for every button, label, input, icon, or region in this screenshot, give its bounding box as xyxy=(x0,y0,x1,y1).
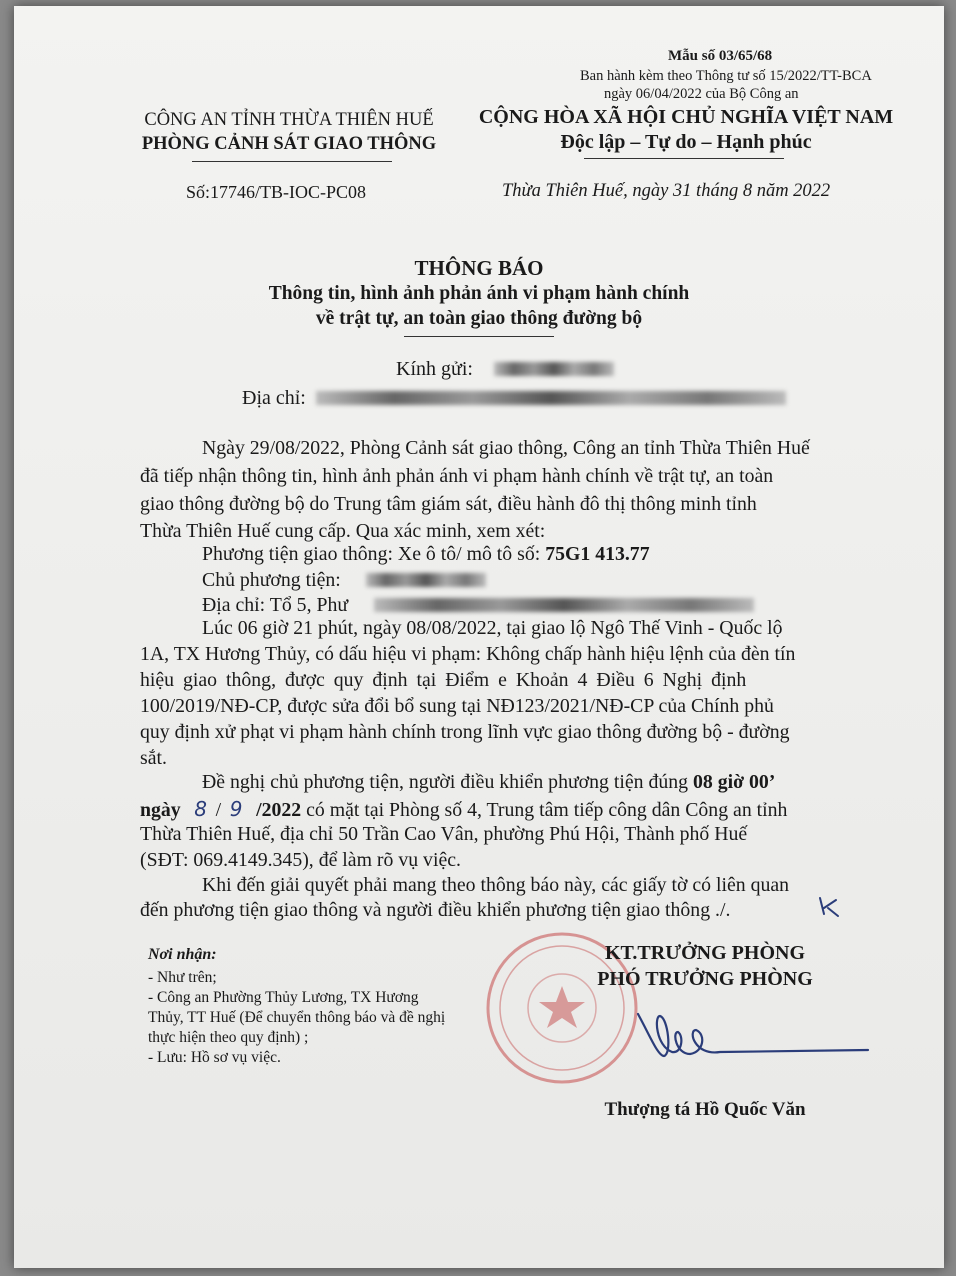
address-label: Địa chỉ: xyxy=(242,387,306,409)
form-issued-line-1: Ban hành kèm theo Thông tư số 15/2022/TT-BCA xyxy=(580,68,872,84)
signature-title-1: KT.TRƯỞNG PHÒNG xyxy=(605,942,805,964)
signer-name: Thượng tá Hồ Quốc Văn xyxy=(604,1099,806,1120)
recipient-item: Thủy, TT Huế (Để chuyển thông báo và đề nghị xyxy=(148,1009,446,1026)
request-year: /2022 xyxy=(256,799,302,821)
violation-line-2: 1A, TX Hương Thủy, có dấu hiệu vi phạm: Không chấp hành hiệu lệnh của đèn tín xyxy=(140,643,796,665)
handwritten-signature-icon xyxy=(610,996,880,1076)
handwritten-day: 8 xyxy=(194,797,207,821)
violation-line-3: hiệu giao thông, được quy định tại Điểm e Khoản 4 Điều 6 Nghị định xyxy=(140,669,747,691)
owner-address-label: Địa chỉ: Tổ 5, Phư xyxy=(202,594,349,616)
recipient-item: - Công an Phường Thủy Lương, TX Hương xyxy=(148,989,419,1006)
vehicle-plate: 75G1 413.77 xyxy=(545,543,650,565)
recipients-heading: Nơi nhận: xyxy=(148,946,217,963)
violation-line-4: 100/2019/NĐ-CP, được sửa đổi bổ sung tại NĐ123/2021/NĐ-CP của Chính phủ xyxy=(140,695,774,717)
vehicle-label: Phương tiện giao thông: Xe ô tô/ mô tô số: xyxy=(202,543,541,565)
document-page: Mẫu số 03/65/68 Ban hành kèm theo Thông tư số 15/2022/TT-BCA ngày 06/04/2022 của Bộ Công an CÔNG AN TỈNH THỪA THIÊN HUẾ PHÒNG CẢNH SÁT GIAO THÔNG CỘNG HÒA XÃ HỘI CHỦ NGHĨA VIỆT NAM Độc lập – Tự do – Hạnh phúc Số:17746/TB-IOC-PC08 Thừa Thiên Huế, ngày 31 tháng 8 năm 2022 THÔNG BÁO Thông tin, hình ảnh phản ánh vi phạm hành chính về trật tự, an toàn giao thông đường bộ Kính gửi: Địa chỉ: Ngày 29/08/2022, Phòng Cảnh sát giao thông, Công an tỉnh Thừa Thiên Huế đã tiếp nhận thông tin, hình ảnh phản ánh vi phạm hành chính về trật tự, an toàn giao thông đường bộ do Trung tâm giám sát, điều hành đô thị thông minh tỉnh Thừa Thiên Huế cung cấp. Qua xác minh, xem xét: Phương tiện giao thông: Xe ô tô/ mô tô số: 75G1 413.77 Chủ phương tiện: Địa chỉ: Tổ 5, Phư Lúc 06 giờ 21 phút, ngày 08/08/2022, tại giao lộ Ngô Thế Vinh - Quốc lộ 1A, TX Hương Thủy, có dấu hiệu vi phạm: Không chấp hành hiệu lệnh của đèn tín hiệu giao thông, được quy định tại Điểm e Khoản 4 Điều 6 Nghị định 100/2019/NĐ-CP, được sửa đổi bổ sung tại NĐ123/2021/NĐ-CP của Chính phủ quy định xử phạt vi phạm hành chính trong lĩnh vực giao thông đường bộ - đường sắt. Đề nghị chủ phương tiện, người điều khiển phương tiện đúng 08 giờ 00’ ngày 8 / 9 /2022 có mặt tại Phòng số 4, Trung tâm tiếp công dân Công an tỉnh Thừa Thiên Huế, địa chỉ 50 Trần Cao Vân, phường Phú Hội, Thành phố Huế (SĐT: 069.4149.345), để làm rõ vụ việc. Khi đến giải quyết phải mang theo thông báo này, các giấy tờ có liên quan đến phương tiện giao thông và người điều khiển phương tiện giao thông ./. Nơi nhận: - Như trên; - Công an Phường Thủy Lương, TX Hương Thủy, TT Huế (Để chuyển thông báo và đề nghị thực hiện theo quy định) ; - Lưu: Hồ sơ vụ việc. KT.TRƯỞNG PHÒNG PHÓ TRƯỞNG PHÒNG Thượng tá Hồ Quốc Văn xyxy=(14,6,944,1268)
motto-underline xyxy=(584,158,784,159)
form-number: Mẫu số 03/65/68 xyxy=(668,48,773,64)
warning-line-2: đến phương tiện giao thông và người điều khiển phương tiện giao thông ./. xyxy=(140,899,731,921)
kinh-gui-label: Kính gửi: xyxy=(396,358,473,380)
document-subtitle-2: về trật tự, an toàn giao thông đường bộ xyxy=(315,308,643,329)
redacted-address xyxy=(316,391,786,405)
request-line-4: (SĐT: 069.4149.345), để làm rõ vụ việc. xyxy=(140,849,461,871)
document-title: THÔNG BÁO xyxy=(414,256,544,280)
redacted-recipient xyxy=(494,362,614,376)
nation-motto: Độc lập – Tự do – Hạnh phúc xyxy=(560,131,812,153)
request-line-3: Thừa Thiên Huế, địa chỉ 50 Trần Cao Vân, phường Phú Hội, Thành phố Huế xyxy=(140,823,748,845)
body-p1-line-4: Thừa Thiên Huế cung cấp. Qua xác minh, xem xét: xyxy=(140,520,546,542)
body-p1-line-1: Ngày 29/08/2022, Phòng Cảnh sát giao thông, Công an tỉnh Thừa Thiên Huế xyxy=(202,437,810,459)
body-p1-line-2: đã tiếp nhận thông tin, hình ảnh phản ánh vi phạm hành chính về trật tự, an toàn xyxy=(140,465,774,487)
violation-line-1: Lúc 06 giờ 21 phút, ngày 08/08/2022, tại giao lộ Ngô Thế Vinh - Quốc lộ xyxy=(202,617,783,639)
violation-line-6: sắt. xyxy=(140,747,167,769)
request-line-1a: Đề nghị chủ phương tiện, người điều khiển phương tiện đúng xyxy=(202,771,689,793)
body-p1-line-3: giao thông đường bộ do Trung tâm giám sát, điều hành đô thị thông minh tỉnh xyxy=(140,493,757,515)
request-day-label: ngày xyxy=(140,799,181,821)
place-date: Thừa Thiên Huế, ngày 31 tháng 8 năm 2022 xyxy=(502,181,831,201)
document-subtitle-1: Thông tin, hình ảnh phản ánh vi phạm hành chính xyxy=(268,283,690,304)
agency-parent: CÔNG AN TỈNH THỪA THIÊN HUẾ xyxy=(144,110,434,130)
agency-name: PHÒNG CẢNH SÁT GIAO THÔNG xyxy=(141,134,437,154)
recipient-item: - Như trên; xyxy=(148,969,217,986)
signature-title-2: PHÓ TRƯỞNG PHÒNG xyxy=(597,968,813,990)
violation-line-5: quy định xử phạt vi phạm hành chính trong lĩnh vực giao thông đường bộ - đường xyxy=(140,721,790,743)
form-issued-line-2: ngày 06/04/2022 của Bộ Công an xyxy=(604,86,799,102)
recipient-item: thực hiện theo quy định) ; xyxy=(148,1029,309,1046)
redacted-owner xyxy=(366,573,486,587)
recipient-item: - Lưu: Hồ sơ vụ việc. xyxy=(148,1049,281,1066)
handwritten-mark-icon xyxy=(814,894,844,920)
warning-line-1: Khi đến giải quyết phải mang theo thông báo này, các giấy tờ có liên quan xyxy=(202,874,790,896)
agency-underline xyxy=(192,161,392,162)
handwritten-month: 9 xyxy=(229,797,243,821)
nation-name: CỘNG HÒA XÃ HỘI CHỦ NGHĨA VIỆT NAM xyxy=(478,106,894,128)
request-line-2: có mặt tại Phòng số 4, Trung tâm tiếp công dân Công an tỉnh xyxy=(306,799,788,821)
request-time: 08 giờ 00’ xyxy=(693,771,776,793)
subtitle-underline xyxy=(404,336,554,337)
redacted-owner-address xyxy=(374,598,754,612)
owner-label: Chủ phương tiện: xyxy=(202,569,341,591)
document-number: Số:17746/TB-IOC-PC08 xyxy=(186,182,367,202)
